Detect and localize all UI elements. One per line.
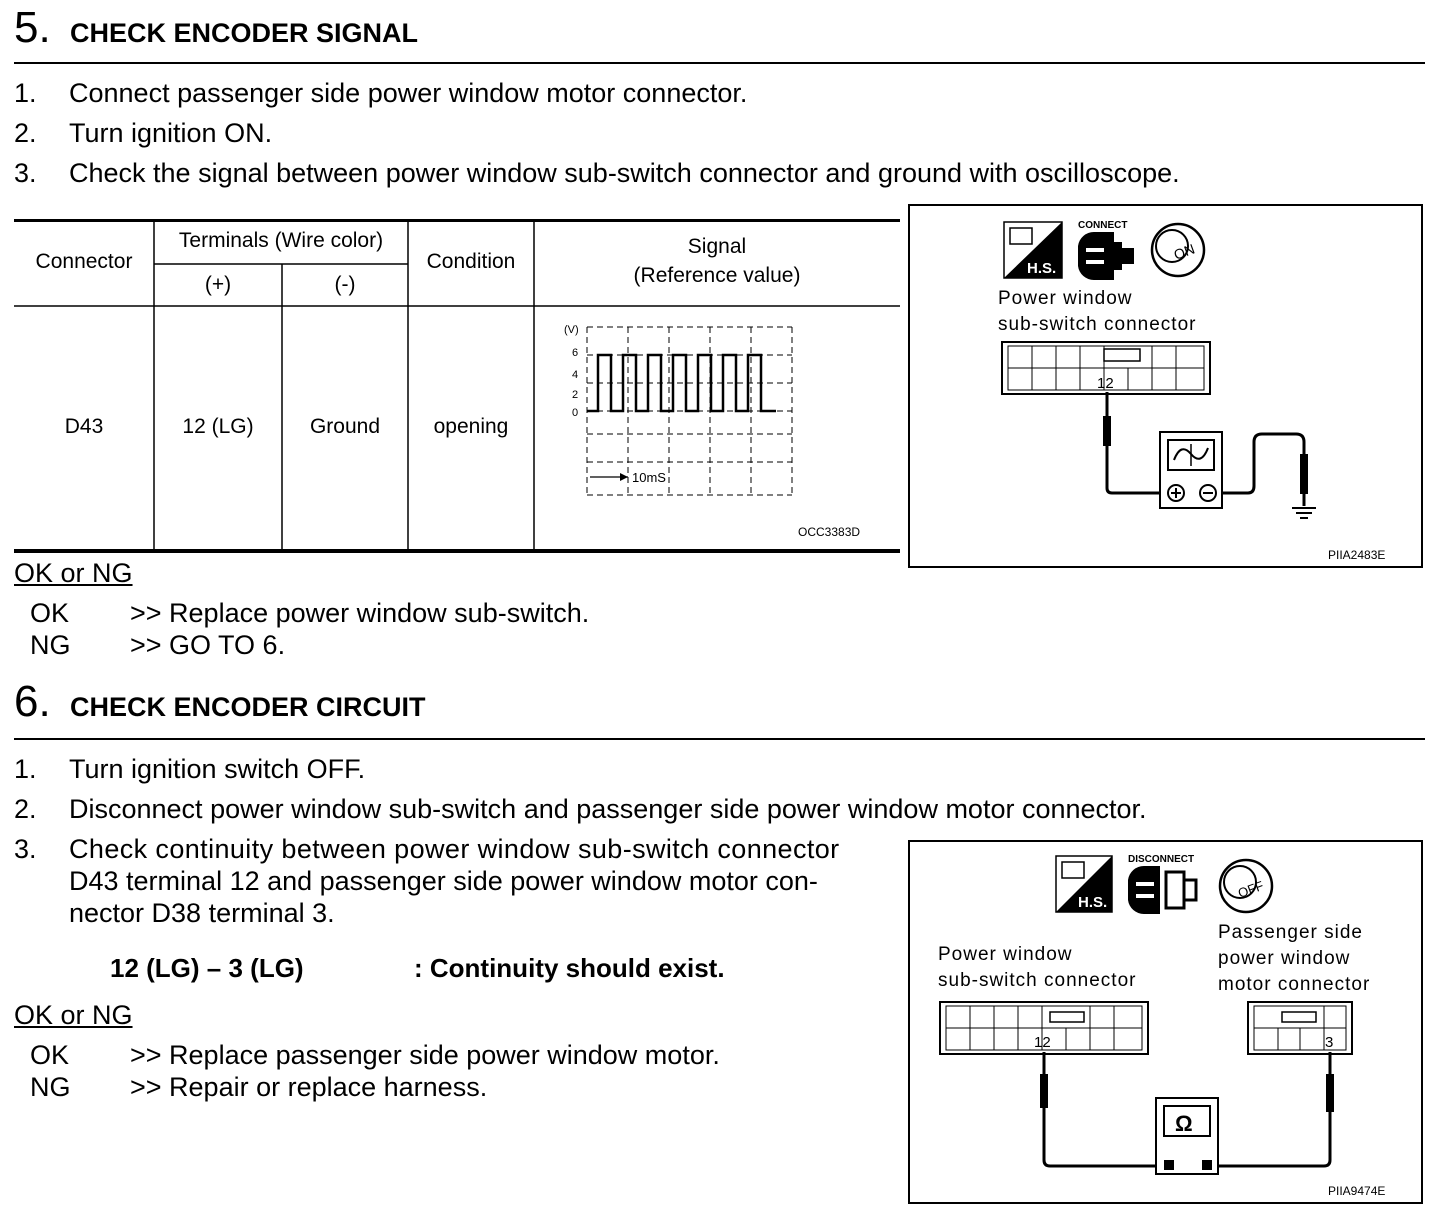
waveform-tick-2: 2	[572, 389, 579, 401]
step-6-ok-text: >> Replace passenger side power window motor.	[130, 1040, 720, 1070]
cell-condition: opening	[433, 415, 509, 438]
step-6-rule	[14, 738, 1425, 740]
header-condition: Condition	[426, 250, 516, 273]
time-arrow-head	[620, 473, 628, 481]
step-5-item-2-number: 2.	[14, 118, 37, 148]
waveform-tick-4: 4	[572, 369, 579, 381]
waveform-tick-0: 0	[572, 407, 579, 419]
cell-minus: Ground	[309, 415, 381, 438]
svg-text:CONNECT: CONNECT	[1078, 220, 1128, 231]
hs-icon	[1004, 222, 1062, 278]
step-5-item-1-number: 1.	[14, 78, 37, 108]
svg-text:H.S.: H.S.	[1078, 894, 1108, 911]
ignition-off-icon	[1220, 860, 1272, 912]
step-5-rule	[14, 62, 1425, 64]
step-6-ok-ng-heading: OK or NG	[14, 1000, 133, 1030]
svg-text:DISCONNECT: DISCONNECT	[1128, 854, 1195, 865]
figure-2-right-label-line3: motor connector	[1218, 974, 1371, 995]
spec-result: : Continuity should exist.	[414, 953, 725, 983]
spec-terminals: 12 (LG) – 3 (LG)	[110, 953, 304, 983]
figure-oscilloscope-drawing	[910, 206, 1421, 566]
step-6-ok-key: OK	[30, 1040, 70, 1070]
step-5-ok-key: OK	[30, 598, 70, 628]
figure-continuity	[908, 840, 1423, 1204]
figure-2-code: PIIA9474E	[1328, 1184, 1386, 1198]
step-5-ok-text: >> Replace power window sub-switch.	[130, 598, 590, 628]
waveform-tick-6: 6	[572, 347, 579, 359]
svg-text:Ω: Ω	[1175, 1111, 1193, 1136]
signal-table	[14, 219, 900, 553]
svg-text:3: 3	[1325, 1034, 1334, 1051]
figure-oscilloscope	[908, 204, 1423, 568]
cell-plus: 12 (LG)	[182, 415, 254, 438]
figure-2-left-label-line1: Power window	[938, 944, 1073, 965]
step-6-item-2-number: 2.	[14, 794, 37, 824]
oscilloscope-icon	[1160, 432, 1222, 508]
figure-2-right-label-line2: power window	[1218, 948, 1351, 969]
step-6-item-3-line3: nector D38 terminal 3.	[69, 898, 335, 928]
step-5-title: CHECK ENCODER SIGNAL	[70, 18, 419, 48]
figure-1-label-line2: sub-switch connector	[998, 314, 1197, 335]
step-5-item-3-number: 3.	[14, 158, 37, 188]
disconnect-icon	[1128, 854, 1196, 914]
step-6-item-3-number: 3.	[14, 834, 37, 864]
waveform-graph	[562, 319, 812, 504]
hs-icon-2	[1056, 856, 1112, 912]
cell-connector: D43	[64, 415, 104, 438]
header-minus: (-)	[334, 273, 356, 296]
step-6-item-3-line2: D43 terminal 12 and passenger side power window motor con-	[69, 866, 818, 896]
svg-text:OFF: OFF	[1235, 877, 1266, 901]
figure-2-right-label-line1: Passenger side	[1218, 922, 1363, 943]
step-5-ok-ng-heading: OK or NG	[14, 558, 133, 588]
figure-1-label-line1: Power window	[998, 288, 1133, 309]
step-5-item-1-text: Connect passenger side power window motor connector.	[69, 78, 748, 108]
waveform-unit: (V)	[564, 324, 579, 336]
ohmmeter-icon	[1156, 1098, 1218, 1174]
svg-text:ON: ON	[1171, 240, 1197, 263]
step-6-item-1-number: 1.	[14, 754, 37, 784]
step-6-item-1-text: Turn ignition switch OFF.	[69, 754, 366, 784]
sub-switch-connector	[1002, 342, 1210, 394]
step-6-ng-text: >> Repair or replace harness.	[130, 1072, 488, 1102]
figure-2-left-label-line2: sub-switch connector	[938, 970, 1137, 991]
svg-text:H.S.: H.S.	[1027, 260, 1057, 277]
motor-connector	[1248, 1002, 1352, 1054]
svg-text:12: 12	[1097, 375, 1114, 392]
header-connector: Connector	[35, 250, 133, 273]
step-6-item-3-line1: Check continuity between power window sub-switch connector	[69, 834, 840, 864]
waveform-time-label: 10mS	[632, 470, 666, 485]
figure-1-code: PIIA2483E	[1328, 548, 1386, 562]
connect-icon	[1078, 220, 1134, 280]
figure-continuity-drawing	[910, 842, 1421, 1202]
ignition-on-icon	[1152, 224, 1204, 276]
header-signal-sub: (Reference value)	[633, 264, 801, 287]
step-5-number: 5.	[14, 3, 51, 52]
waveform-code: OCC3383D	[798, 525, 861, 539]
step-6-ng-key: NG	[30, 1072, 71, 1102]
step-6-title: CHECK ENCODER CIRCUIT	[70, 692, 426, 722]
step-5-ng-key: NG	[30, 630, 71, 660]
sub-switch-connector-2	[940, 1002, 1148, 1054]
step-5-item-3-text: Check the signal between power window sub-switch connector and ground with oscilloscope.	[69, 158, 1180, 188]
step-5-ng-text: >> GO TO 6.	[130, 630, 286, 660]
step-6-number: 6.	[14, 677, 51, 726]
header-terminals: Terminals (Wire color)	[178, 229, 384, 252]
step-5-item-2-text: Turn ignition ON.	[69, 118, 273, 148]
step-6-item-2-text: Disconnect power window sub-switch and passenger side power window motor connector.	[69, 794, 1147, 824]
ground-symbol	[1292, 508, 1316, 518]
header-plus: (+)	[204, 273, 232, 296]
svg-text:12: 12	[1034, 1034, 1051, 1051]
header-signal: Signal	[687, 235, 747, 258]
